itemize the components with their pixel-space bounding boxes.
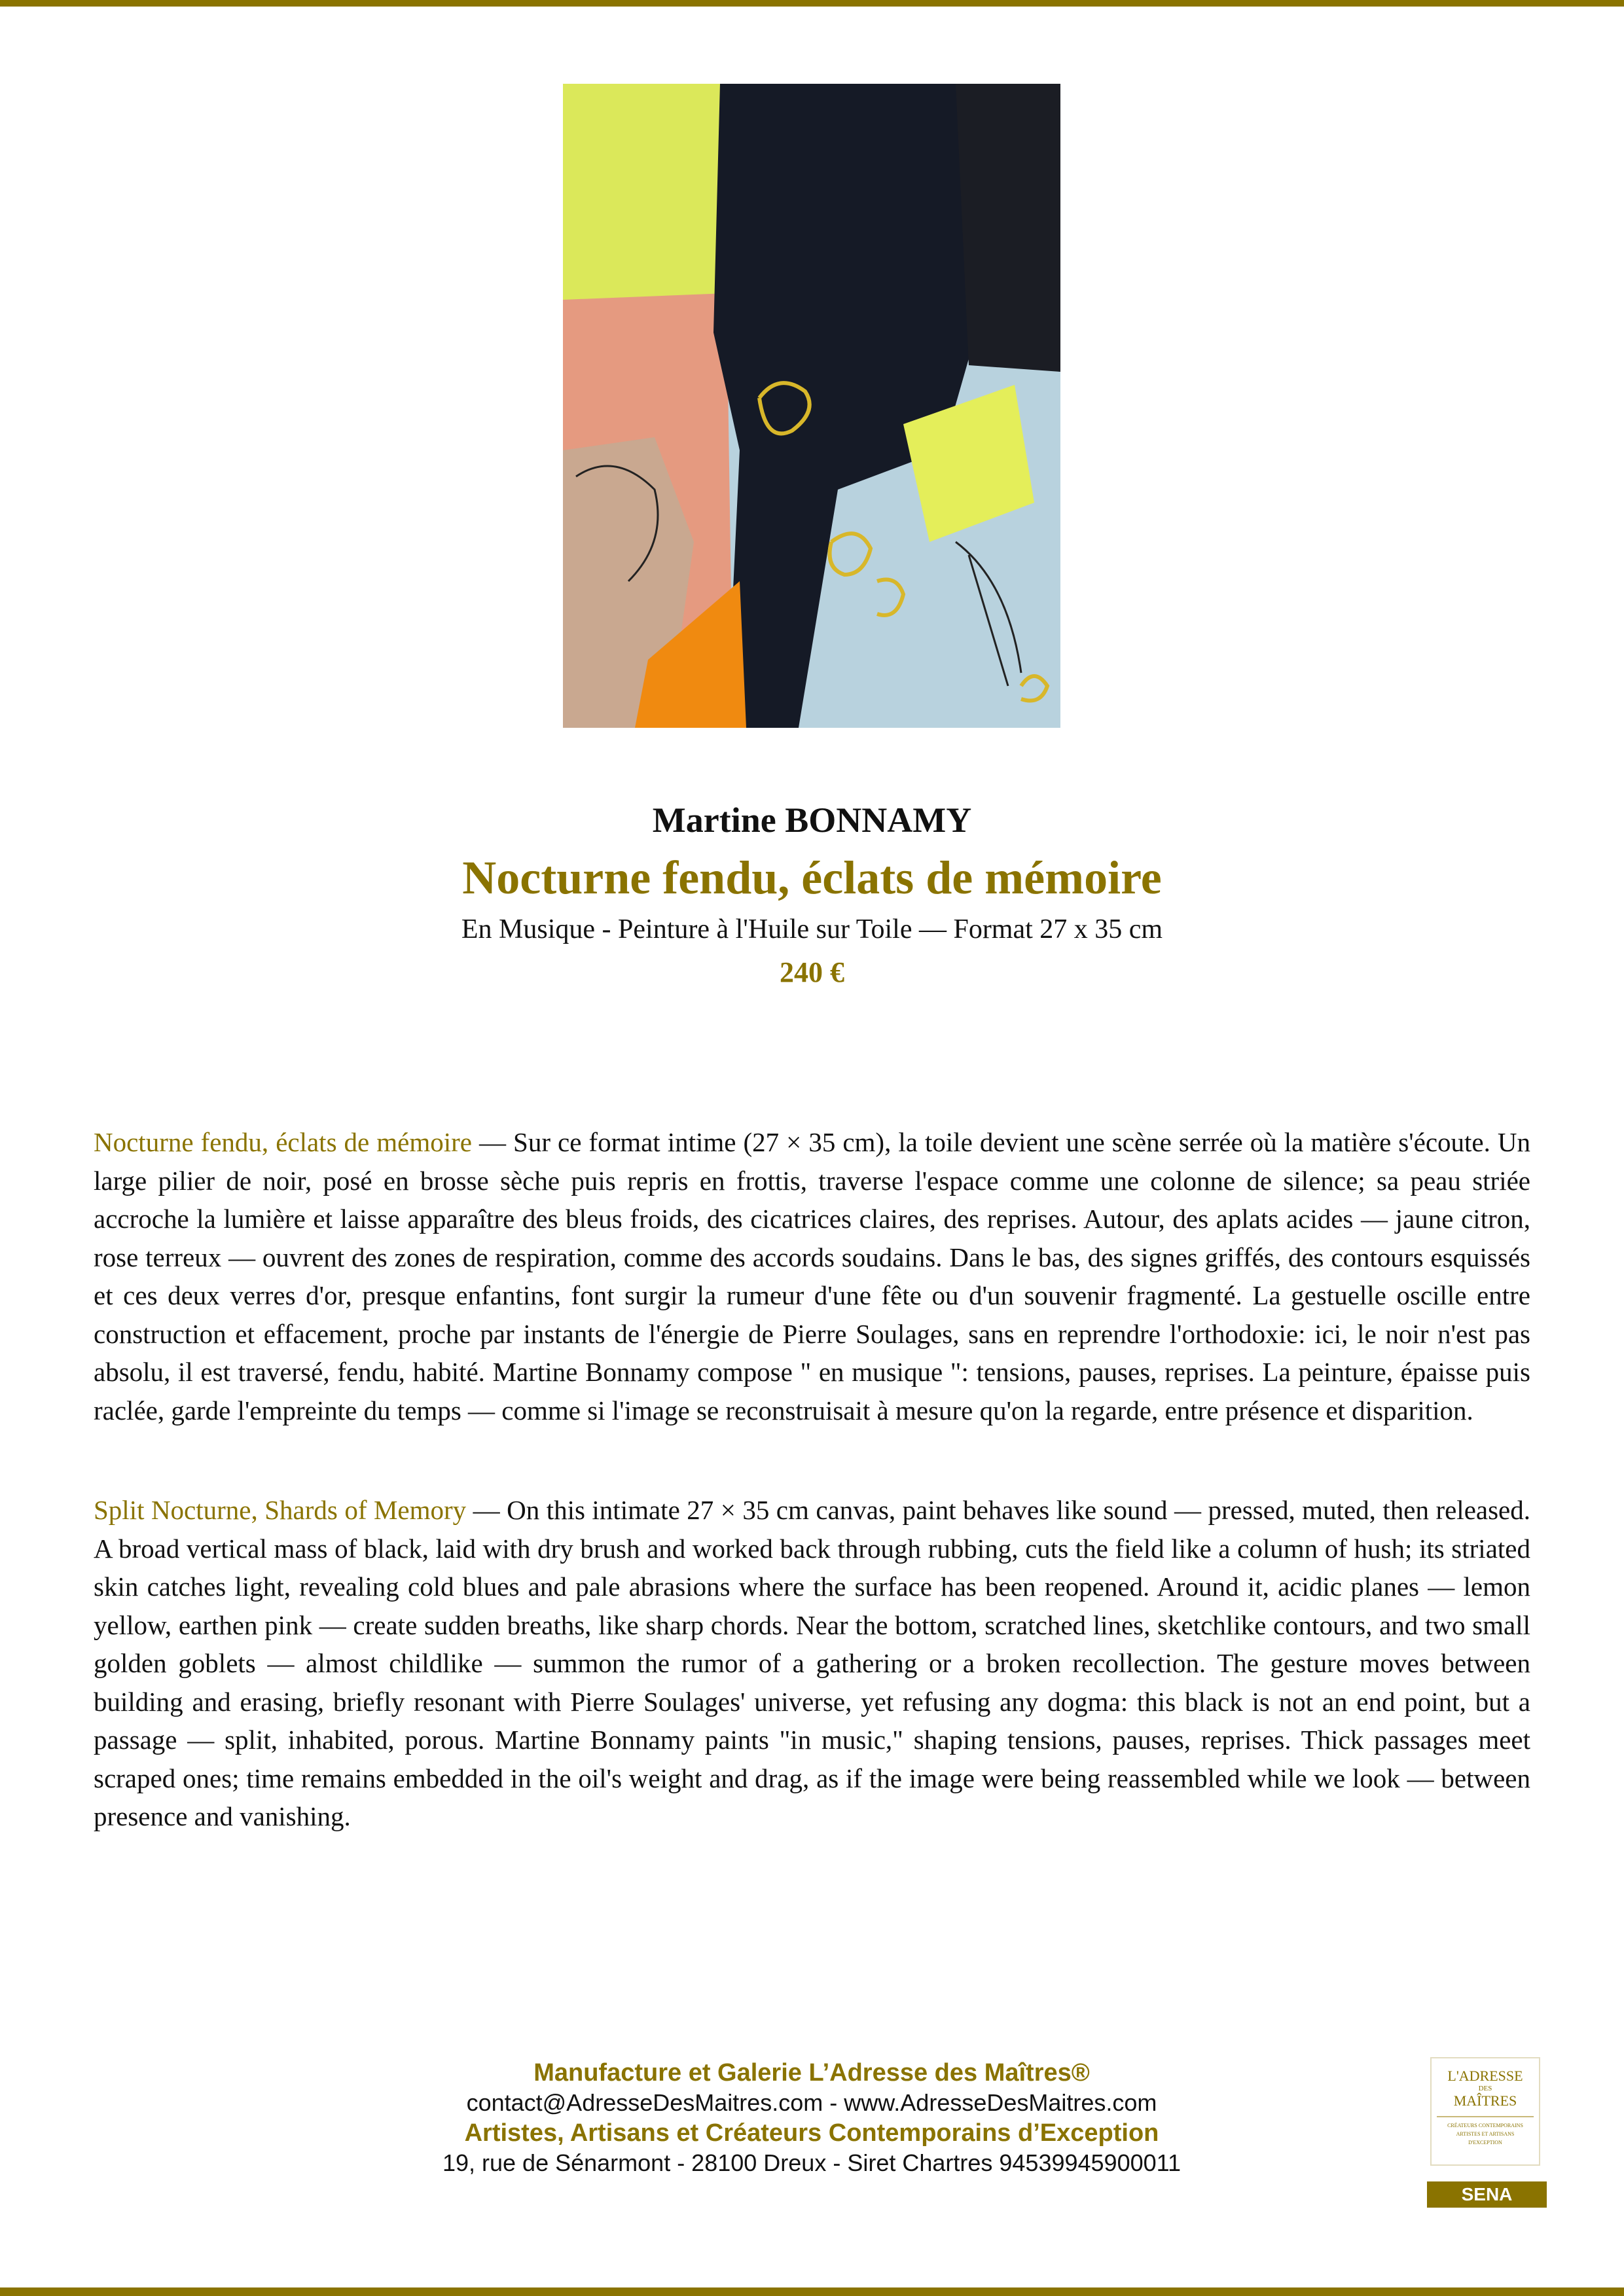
logo-divider — [1437, 2116, 1534, 2117]
description-french-text: — Sur ce format intime (27 × 35 cm), la toile devient une scène serrée où la matière s'écoute. Un large pilier de noir, posé en brosse sèche puis repris en frottis, traverse l'espace comme une colonne de silence; sa peau striée accroche la lumière et laisse apparaître des bleus froids, des cicatrices claires, des reprises. Autour, des aplats acides — jaune citron, rose terreux — ouvrent des zones de respiration, comme des accords soudains. Dans le bas, des signes griffés, des contours esquissés et ces deux verres d'or, presque enfantins, font surgir la rumeur d'une fête ou d'un souvenir fragmenté. La gestuelle oscille entre construction et effacement, proche par instants de l'énergie de Pierre Soulages, sans en reprendre l'orthodoxie: ici, le noir n'est pas absolu, il est traversé, fendu, habité. Martine Bonnamy compose " en musique ": tensions, pauses, reprises. La peinture, épaisse puis raclée, garde l'empreinte du temps — comme si l'image se reconstruisait à mesure qu'on la regarde, entre présence et disparition. — [94, 1127, 1530, 1426]
logo-line1: L'ADRESSE — [1447, 2068, 1523, 2084]
logo-small3: D'EXCEPTION — [1468, 2140, 1502, 2145]
footer-tagline: Artistes, Artisans et Créateurs Contemporains d’Exception — [464, 2119, 1159, 2147]
footer-contact: contact@AdresseDesMaitres.com - www.AdresseDesMaitres.com — [466, 2089, 1157, 2116]
top-border — [0, 0, 1624, 7]
artwork-price: 240 € — [780, 956, 844, 988]
bottom-border — [0, 2287, 1624, 2296]
artist-name: Martine BONNAMY — [652, 800, 972, 840]
gallery-logo — [1430, 2057, 1540, 2166]
description-french-lead: Nocturne fendu, éclats de mémoire — [94, 1127, 472, 1157]
painting-graphic — [563, 84, 1060, 728]
description-french — [94, 1123, 1530, 1429]
logo-line3: MAÎTRES — [1453, 2092, 1517, 2109]
artwork-subtitle: En Musique - Peinture à l'Huile sur Toile — Format 27 x 35 cm — [461, 914, 1163, 944]
logo-small1: CRÉATEURS CONTEMPORAINS — [1447, 2123, 1523, 2128]
description-english — [94, 1491, 1530, 1836]
artwork-image — [563, 84, 1060, 728]
description-english-lead: Split Nocturne, Shards of Memory — [94, 1495, 467, 1525]
artwork-title: Nocturne fendu, éclats de mémoire — [462, 852, 1162, 904]
footer-address: 19, rue de Sénarmont - 28100 Dreux - Siret Chartres 94539945900011 — [442, 2149, 1182, 2176]
logo-line2: DES — [1478, 2085, 1492, 2092]
logo-small2: ARTISTES ET ARTISANS — [1456, 2131, 1515, 2137]
description-english-text: — On this intimate 27 × 35 cm canvas, paint behaves like sound — pressed, muted, then released. A broad vertical mass of black, laid with dry brush and worked back through rubbing, cuts the field like a column of hush; its striated skin catches light, revealing cold blues and pale abrasions where the surface has been reopened. Around it, acidic planes — lemon yellow, earthen pink — create sudden breaths, like sharp chords. Near the bottom, scratched lines, sketchlike contours, and two small golden goblets — almost childlike — summon the rumor of a gathering or a broken recollection. The gesture moves between building and erasing, briefly resonant with Pierre Soulages' universe, yet refusing any dogma: this black is not an end point, but a passage — split, inhabited, porous. Martine Bonnamy paints "in music," shaping tensions, pauses, reprises. Thick passages meet scraped ones; time remains embedded in the oil's weight and drag, as if the image were being reassembled while we look — between presence and vanishing. — [94, 1495, 1531, 1831]
sena-badge: SENA — [1427, 2181, 1547, 2208]
footer-company: Manufacture et Galerie L’Adresse des Maîtres® — [533, 2059, 1090, 2087]
footer — [327, 2058, 1296, 2178]
